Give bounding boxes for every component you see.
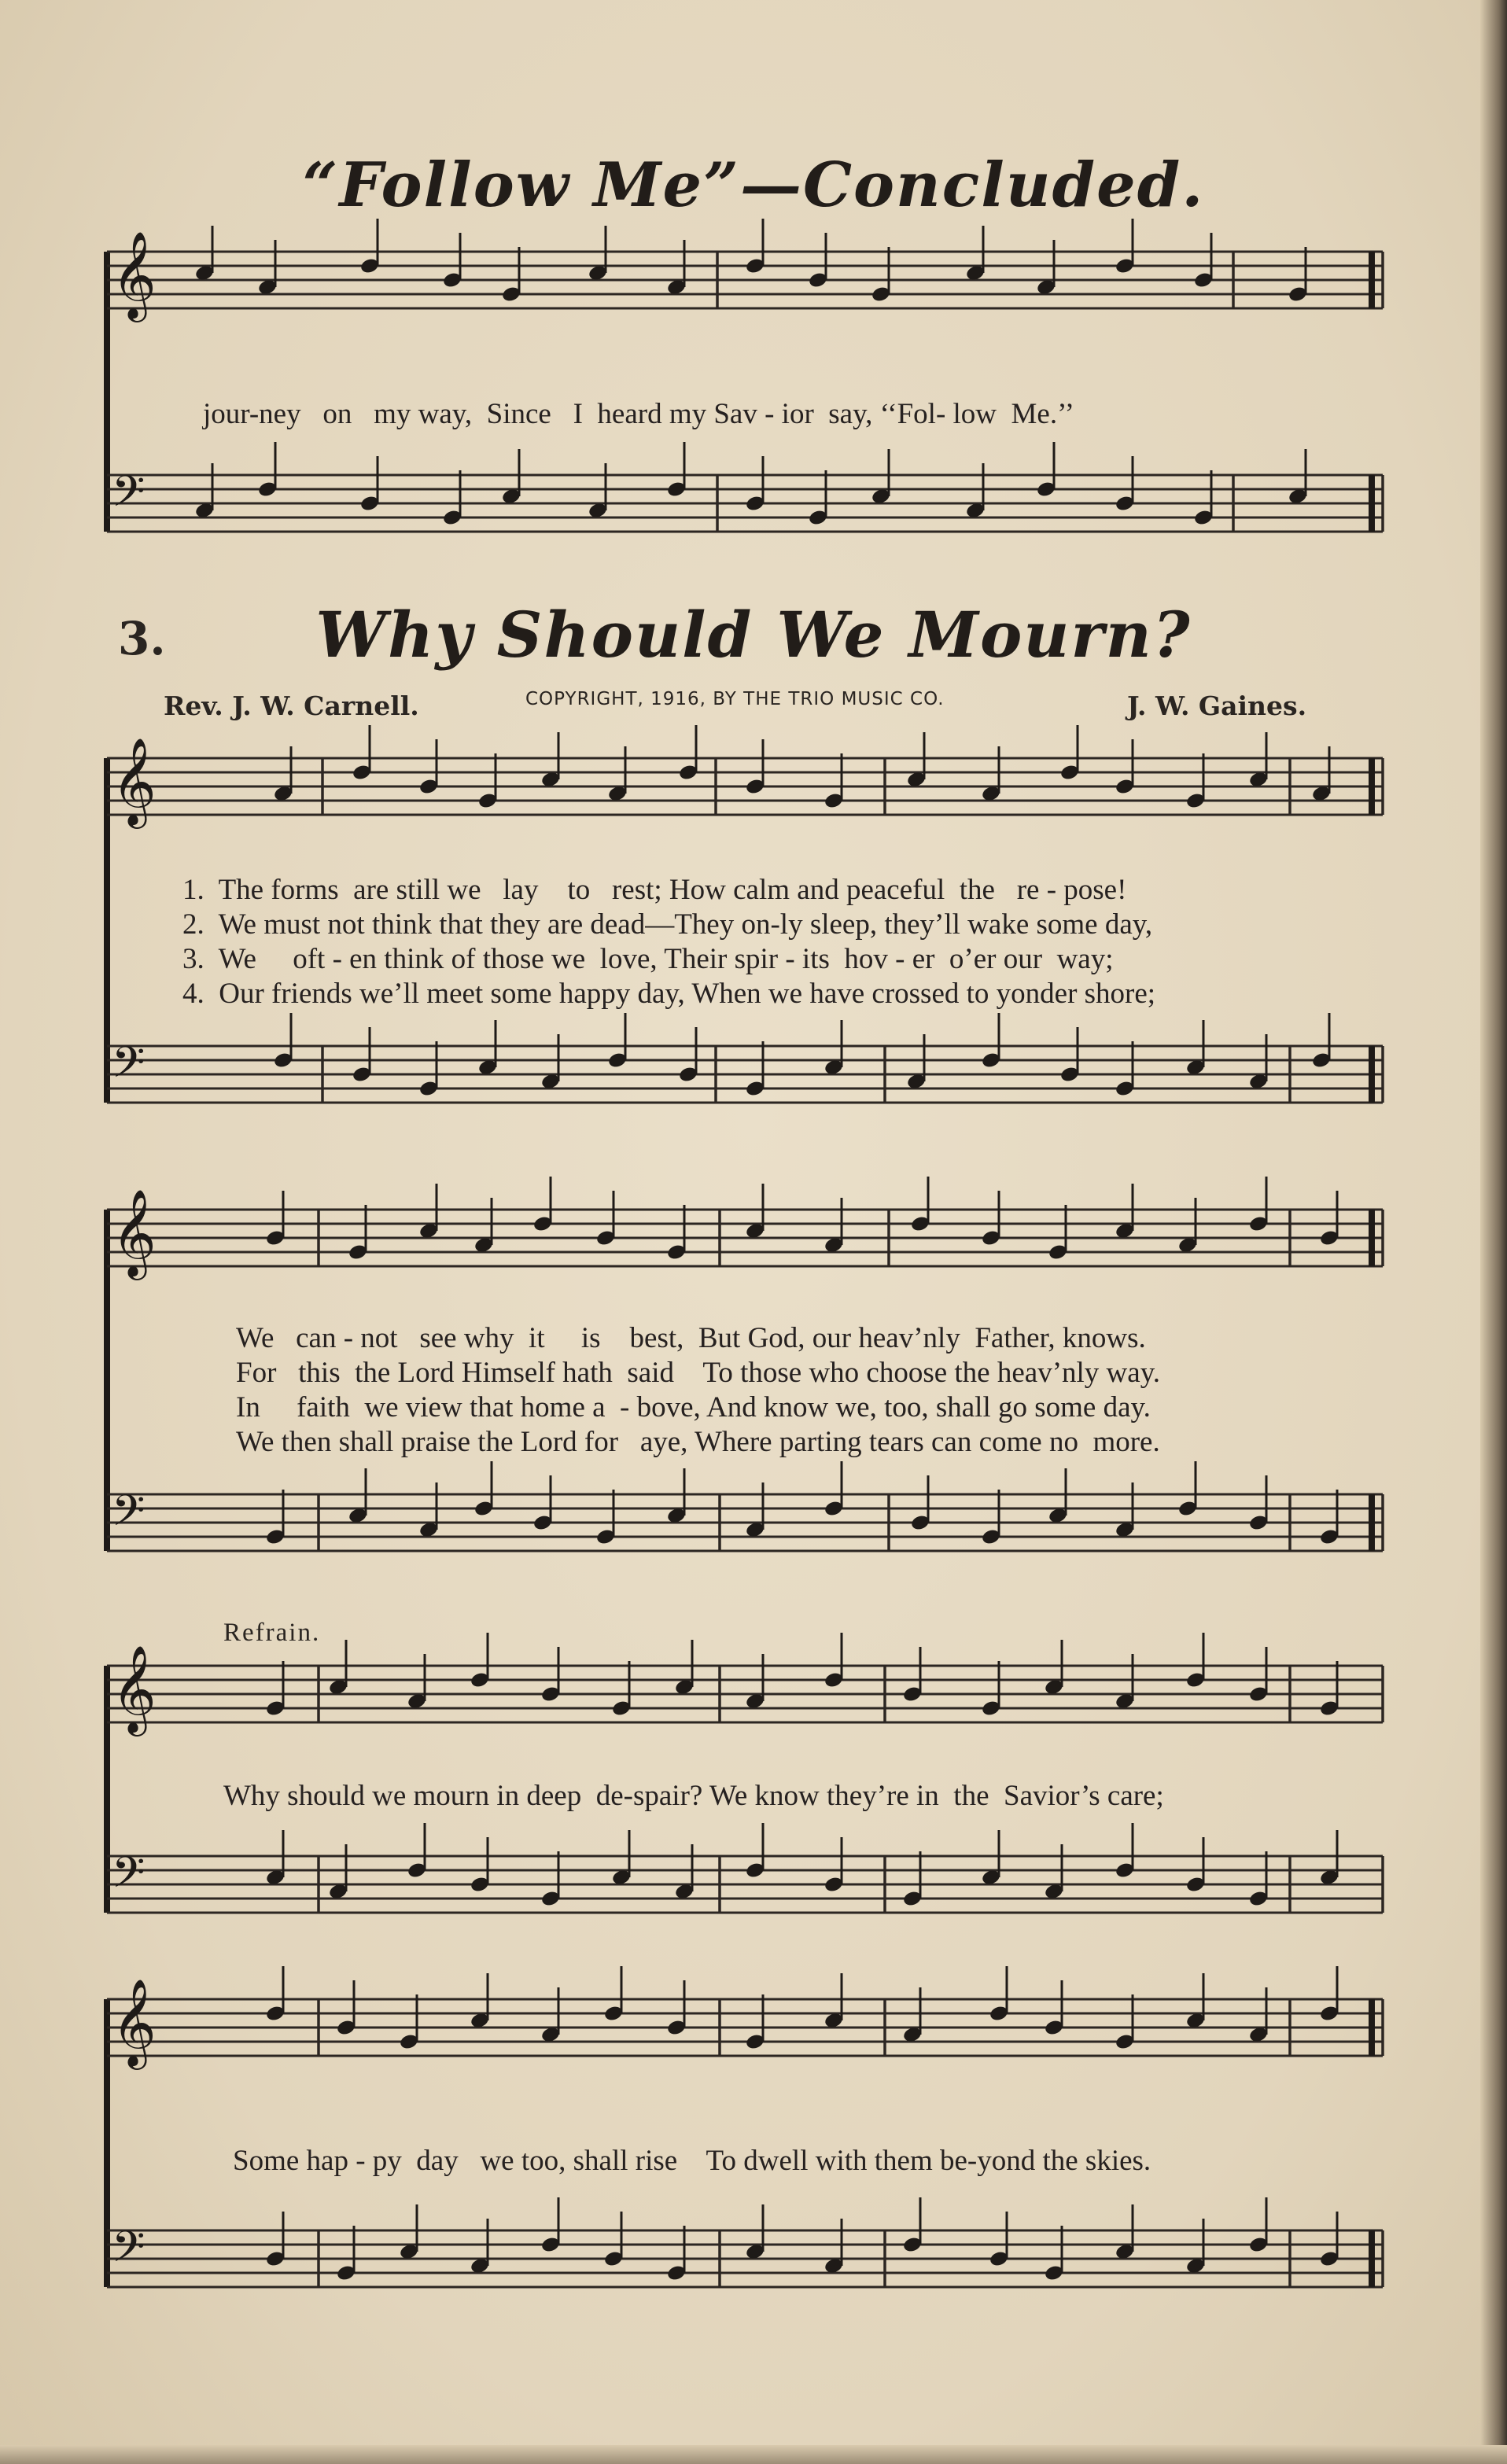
verse-line: 1. The forms are still we lay to rest; How calm and peaceful the re - pose! — [182, 874, 1127, 906]
verse-line: 3. We oft - en think of those we love, Their spir - its hov - er o’er our way; — [182, 943, 1114, 975]
bass-clef-icon: 𝄢 — [112, 2222, 146, 2282]
verse-line: For this the Lord Himself hath said To those who choose the heav’nly way. — [236, 1357, 1161, 1389]
bass-clef-icon: 𝄢 — [112, 1847, 146, 1908]
treble-clef-icon: 𝄞 — [112, 737, 157, 825]
copyright-notice: COPYRIGHT, 1916, BY THE TRIO MUSIC CO. — [525, 689, 945, 709]
composer-credit: J. W. Gaines. — [1127, 691, 1307, 721]
song-title-follow-me: “Follow Me”—Concluded. — [302, 149, 1205, 221]
verse-line: In faith we view that home a - bove, And know we, too, shall go some day. — [236, 1391, 1151, 1424]
verse-line: 4. Our friends we’ll meet some happy day, When we have crossed to yonder shore; — [182, 978, 1156, 1010]
treble-clef-icon: 𝄞 — [112, 1978, 157, 2066]
refrain-lyric-line: Why should we mourn in deep de-spair? We know they’re in the Savior’s care; — [223, 1780, 1164, 1812]
lyric-line-follow-me: jour-ney on my way, Since I heard my Sav - ior say, ‘‘Fol- low Me.’’ — [203, 398, 1074, 430]
refrain-label: Refrain. — [223, 1619, 321, 1647]
treble-clef-icon: 𝄞 — [112, 230, 157, 319]
treble-clef-icon: 𝄞 — [112, 1645, 157, 1733]
bass-clef-icon: 𝄢 — [112, 466, 146, 527]
song-title-why-should-we-mourn: Why Should We Mourn? — [315, 598, 1192, 672]
bass-clef-icon: 𝄢 — [112, 1486, 146, 1546]
refrain-lyric-line: Some hap - py day we too, shall rise To dwell with them be-yond the skies. — [233, 2145, 1151, 2177]
verse-line: 2. We must not think that they are dead—They on-ly sleep, they’ll wake some day, — [182, 908, 1153, 941]
verse-line: We then shall praise the Lord for aye, Where parting tears can come no more. — [236, 1426, 1160, 1458]
bass-clef-icon: 𝄢 — [112, 1037, 146, 1098]
verse-line: We can - not see why it is best, But God, our heav’nly Father, knows. — [236, 1322, 1146, 1354]
hymn-number: 3. — [118, 612, 166, 665]
lyricist-credit: Rev. J. W. Carnell. — [164, 691, 419, 721]
treble-clef-icon: 𝄞 — [112, 1188, 157, 1276]
